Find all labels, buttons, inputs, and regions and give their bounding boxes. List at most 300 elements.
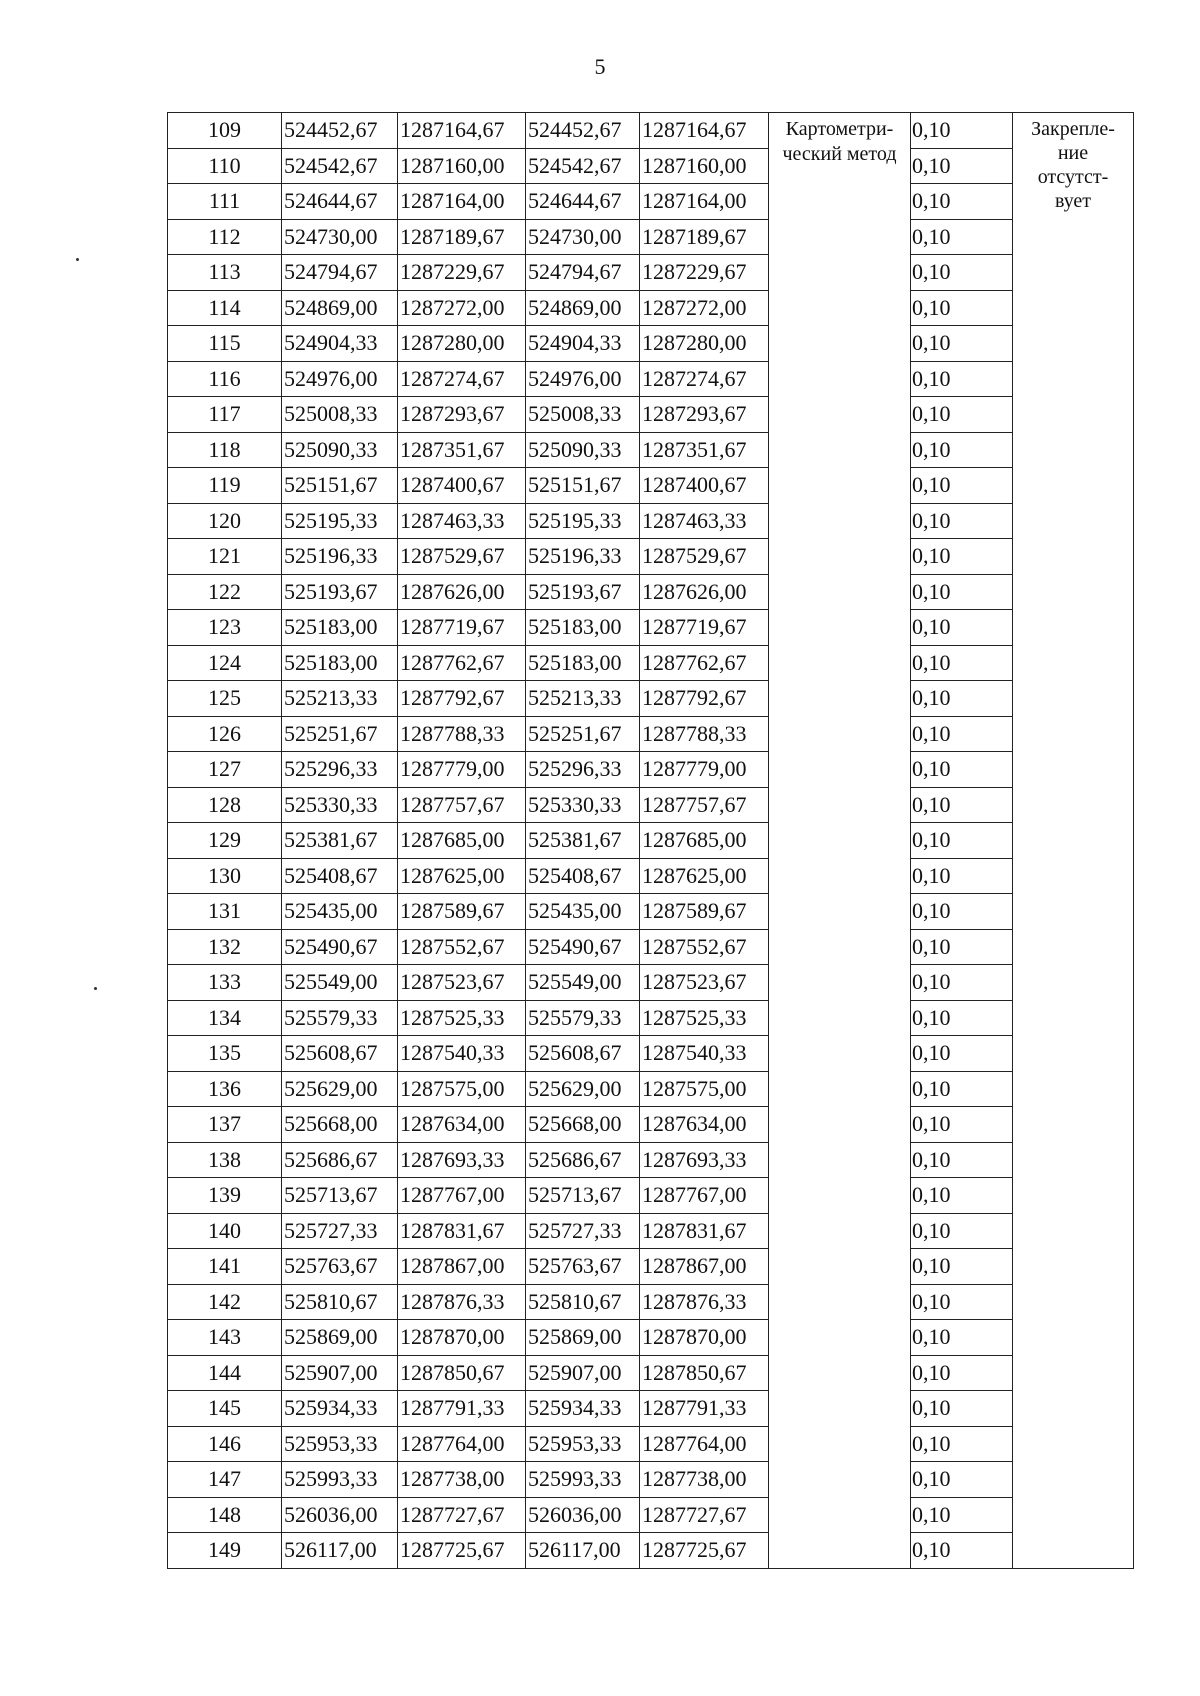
x-new-cell: 525579,33 <box>526 1000 640 1036</box>
table-row <box>168 503 1134 539</box>
table-row <box>168 1178 1134 1214</box>
accuracy-cell: 0,10 <box>911 1533 1013 1569</box>
accuracy-cell: 0,10 <box>911 503 1013 539</box>
point-number-cell: 148 <box>168 1497 282 1533</box>
y-new-cell: 1287850,67 <box>640 1355 769 1391</box>
x-existing-cell: 525907,00 <box>282 1355 398 1391</box>
x-existing-cell: 525330,33 <box>282 787 398 823</box>
x-existing-cell: 525090,33 <box>282 432 398 468</box>
x-new-cell: 525151,67 <box>526 468 640 504</box>
x-existing-cell: 525408,67 <box>282 858 398 894</box>
x-new-cell: 525408,67 <box>526 858 640 894</box>
x-existing-cell: 525381,67 <box>282 823 398 859</box>
y-existing-cell: 1287764,00 <box>398 1426 526 1462</box>
accuracy-cell: 0,10 <box>911 361 1013 397</box>
table-row <box>168 1355 1134 1391</box>
accuracy-cell: 0,10 <box>911 468 1013 504</box>
x-new-cell: 525213,33 <box>526 681 640 717</box>
point-number-cell: 137 <box>168 1107 282 1143</box>
accuracy-cell: 0,10 <box>911 1462 1013 1498</box>
y-existing-cell: 1287727,67 <box>398 1497 526 1533</box>
y-existing-cell: 1287529,67 <box>398 539 526 575</box>
x-new-cell: 525183,00 <box>526 645 640 681</box>
x-existing-cell: 525993,33 <box>282 1462 398 1498</box>
x-existing-cell: 524452,67 <box>282 113 398 149</box>
accuracy-cell: 0,10 <box>911 1142 1013 1178</box>
x-new-cell: 525183,00 <box>526 610 640 646</box>
x-existing-cell: 525953,33 <box>282 1426 398 1462</box>
table-row <box>168 326 1134 362</box>
y-existing-cell: 1287850,67 <box>398 1355 526 1391</box>
y-new-cell: 1287575,00 <box>640 1071 769 1107</box>
fixing-cell <box>1013 113 1134 1569</box>
point-number-cell: 149 <box>168 1533 282 1569</box>
x-existing-cell: 524730,00 <box>282 219 398 255</box>
point-number-cell: 112 <box>168 219 282 255</box>
x-existing-cell: 525763,67 <box>282 1249 398 1285</box>
table-row <box>168 1284 1134 1320</box>
x-existing-cell: 525668,00 <box>282 1107 398 1143</box>
x-existing-cell: 525296,33 <box>282 752 398 788</box>
point-number-cell: 132 <box>168 929 282 965</box>
accuracy-cell: 0,10 <box>911 1284 1013 1320</box>
y-existing-cell: 1287575,00 <box>398 1071 526 1107</box>
y-new-cell: 1287867,00 <box>640 1249 769 1285</box>
fixing-line2: ние <box>1057 142 1089 164</box>
y-existing-cell: 1287272,00 <box>398 290 526 326</box>
x-new-cell: 526036,00 <box>526 1497 640 1533</box>
accuracy-cell: 0,10 <box>911 1249 1013 1285</box>
point-number-cell: 123 <box>168 610 282 646</box>
table-row <box>168 1497 1134 1533</box>
x-existing-cell: 524869,00 <box>282 290 398 326</box>
x-new-cell: 526117,00 <box>526 1533 640 1569</box>
table-row <box>168 752 1134 788</box>
table-row <box>168 1071 1134 1107</box>
y-existing-cell: 1287400,67 <box>398 468 526 504</box>
table-row <box>168 1213 1134 1249</box>
point-number-cell: 120 <box>168 503 282 539</box>
accuracy-cell: 0,10 <box>911 645 1013 681</box>
accuracy-cell: 0,10 <box>911 1036 1013 1072</box>
y-new-cell: 1287876,33 <box>640 1284 769 1320</box>
x-existing-cell: 525193,67 <box>282 574 398 610</box>
y-existing-cell: 1287767,00 <box>398 1178 526 1214</box>
table-row <box>168 468 1134 504</box>
x-new-cell: 524452,67 <box>526 113 640 149</box>
x-existing-cell: 525196,33 <box>282 539 398 575</box>
table-row <box>168 290 1134 326</box>
x-existing-cell: 525490,67 <box>282 929 398 965</box>
point-number-cell: 111 <box>168 184 282 220</box>
y-existing-cell: 1287525,33 <box>398 1000 526 1036</box>
method-label-line1: Картометри- <box>785 118 894 140</box>
point-number-cell: 114 <box>168 290 282 326</box>
table-body <box>168 113 1134 1569</box>
page-number: 5 <box>594 54 606 79</box>
x-existing-cell: 524644,67 <box>282 184 398 220</box>
table-row <box>168 965 1134 1001</box>
table-row <box>168 1036 1134 1072</box>
point-number-cell: 124 <box>168 645 282 681</box>
accuracy-cell: 0,10 <box>911 1497 1013 1533</box>
x-existing-cell: 526117,00 <box>282 1533 398 1569</box>
y-existing-cell: 1287779,00 <box>398 752 526 788</box>
point-number-cell: 118 <box>168 432 282 468</box>
table-row <box>168 1320 1134 1356</box>
y-existing-cell: 1287738,00 <box>398 1462 526 1498</box>
table-row <box>168 1391 1134 1427</box>
y-new-cell: 1287870,00 <box>640 1320 769 1356</box>
y-new-cell: 1287779,00 <box>640 752 769 788</box>
y-new-cell: 1287757,67 <box>640 787 769 823</box>
x-new-cell: 525296,33 <box>526 752 640 788</box>
x-existing-cell: 525151,67 <box>282 468 398 504</box>
y-new-cell: 1287791,33 <box>640 1391 769 1427</box>
table-row <box>168 255 1134 291</box>
coordinates-table <box>167 112 1134 1569</box>
point-number-cell: 139 <box>168 1178 282 1214</box>
x-new-cell: 525763,67 <box>526 1249 640 1285</box>
accuracy-cell: 0,10 <box>911 219 1013 255</box>
y-new-cell: 1287189,67 <box>640 219 769 255</box>
table-row <box>168 858 1134 894</box>
y-new-cell: 1287164,67 <box>640 113 769 149</box>
y-new-cell: 1287792,67 <box>640 681 769 717</box>
accuracy-cell: 0,10 <box>911 1391 1013 1427</box>
point-number-cell: 130 <box>168 858 282 894</box>
x-existing-cell: 525195,33 <box>282 503 398 539</box>
point-number-cell: 127 <box>168 752 282 788</box>
accuracy-cell: 0,10 <box>911 752 1013 788</box>
y-existing-cell: 1287552,67 <box>398 929 526 965</box>
table-row <box>168 219 1134 255</box>
x-new-cell: 524904,33 <box>526 326 640 362</box>
fixing-line3: отсутст- <box>1037 166 1109 188</box>
y-new-cell: 1287525,33 <box>640 1000 769 1036</box>
x-existing-cell: 525608,67 <box>282 1036 398 1072</box>
point-number-cell: 147 <box>168 1462 282 1498</box>
point-number-cell: 140 <box>168 1213 282 1249</box>
x-existing-cell: 524976,00 <box>282 361 398 397</box>
table-row <box>168 1426 1134 1462</box>
y-existing-cell: 1287791,33 <box>398 1391 526 1427</box>
table-row <box>168 1533 1134 1569</box>
y-new-cell: 1287552,67 <box>640 929 769 965</box>
y-existing-cell: 1287831,67 <box>398 1213 526 1249</box>
y-new-cell: 1287229,67 <box>640 255 769 291</box>
x-new-cell: 524869,00 <box>526 290 640 326</box>
x-new-cell: 525330,33 <box>526 787 640 823</box>
point-number-cell: 138 <box>168 1142 282 1178</box>
x-new-cell: 525869,00 <box>526 1320 640 1356</box>
point-number-cell: 144 <box>168 1355 282 1391</box>
x-new-cell: 525195,33 <box>526 503 640 539</box>
point-number-cell: 129 <box>168 823 282 859</box>
y-new-cell: 1287788,33 <box>640 716 769 752</box>
scan-speck <box>76 258 79 261</box>
x-new-cell: 525668,00 <box>526 1107 640 1143</box>
y-new-cell: 1287634,00 <box>640 1107 769 1143</box>
x-existing-cell: 524904,33 <box>282 326 398 362</box>
y-new-cell: 1287463,33 <box>640 503 769 539</box>
accuracy-cell: 0,10 <box>911 255 1013 291</box>
y-existing-cell: 1287870,00 <box>398 1320 526 1356</box>
x-new-cell: 524542,67 <box>526 148 640 184</box>
accuracy-cell: 0,10 <box>911 716 1013 752</box>
x-new-cell: 525686,67 <box>526 1142 640 1178</box>
accuracy-cell: 0,10 <box>911 148 1013 184</box>
accuracy-cell: 0,10 <box>911 113 1013 149</box>
table-row <box>168 645 1134 681</box>
x-new-cell: 525193,67 <box>526 574 640 610</box>
x-existing-cell: 525549,00 <box>282 965 398 1001</box>
y-existing-cell: 1287625,00 <box>398 858 526 894</box>
y-existing-cell: 1287351,67 <box>398 432 526 468</box>
y-existing-cell: 1287634,00 <box>398 1107 526 1143</box>
y-existing-cell: 1287160,00 <box>398 148 526 184</box>
x-new-cell: 525251,67 <box>526 716 640 752</box>
x-new-cell: 524644,67 <box>526 184 640 220</box>
accuracy-cell: 0,10 <box>911 184 1013 220</box>
accuracy-cell: 0,10 <box>911 965 1013 1001</box>
x-new-cell: 525549,00 <box>526 965 640 1001</box>
accuracy-cell: 0,10 <box>911 1000 1013 1036</box>
point-number-cell: 117 <box>168 397 282 433</box>
y-existing-cell: 1287280,00 <box>398 326 526 362</box>
method-cell <box>769 113 911 1569</box>
accuracy-cell: 0,10 <box>911 1320 1013 1356</box>
x-existing-cell: 525727,33 <box>282 1213 398 1249</box>
x-new-cell: 525993,33 <box>526 1462 640 1498</box>
y-existing-cell: 1287164,00 <box>398 184 526 220</box>
x-existing-cell: 525934,33 <box>282 1391 398 1427</box>
point-number-cell: 133 <box>168 965 282 1001</box>
accuracy-cell: 0,10 <box>911 681 1013 717</box>
accuracy-cell: 0,10 <box>911 1355 1013 1391</box>
y-existing-cell: 1287274,67 <box>398 361 526 397</box>
table-row <box>168 361 1134 397</box>
x-existing-cell: 525008,33 <box>282 397 398 433</box>
y-existing-cell: 1287626,00 <box>398 574 526 610</box>
y-new-cell: 1287764,00 <box>640 1426 769 1462</box>
y-new-cell: 1287293,67 <box>640 397 769 433</box>
x-new-cell: 525090,33 <box>526 432 640 468</box>
point-number-cell: 109 <box>168 113 282 149</box>
x-new-cell: 525008,33 <box>526 397 640 433</box>
point-number-cell: 115 <box>168 326 282 362</box>
y-existing-cell: 1287293,67 <box>398 397 526 433</box>
x-new-cell: 525810,67 <box>526 1284 640 1320</box>
point-number-cell: 113 <box>168 255 282 291</box>
y-new-cell: 1287693,33 <box>640 1142 769 1178</box>
y-new-cell: 1287274,67 <box>640 361 769 397</box>
y-existing-cell: 1287685,00 <box>398 823 526 859</box>
y-existing-cell: 1287719,67 <box>398 610 526 646</box>
table-row <box>168 823 1134 859</box>
y-new-cell: 1287831,67 <box>640 1213 769 1249</box>
accuracy-cell: 0,10 <box>911 1213 1013 1249</box>
table-row <box>168 113 1134 149</box>
x-existing-cell: 525629,00 <box>282 1071 398 1107</box>
x-new-cell: 525608,67 <box>526 1036 640 1072</box>
y-existing-cell: 1287762,67 <box>398 645 526 681</box>
x-existing-cell: 525869,00 <box>282 1320 398 1356</box>
y-new-cell: 1287685,00 <box>640 823 769 859</box>
y-new-cell: 1287160,00 <box>640 148 769 184</box>
table-row <box>168 184 1134 220</box>
x-new-cell: 525713,67 <box>526 1178 640 1214</box>
point-number-cell: 136 <box>168 1071 282 1107</box>
table-row <box>168 1462 1134 1498</box>
x-existing-cell: 525435,00 <box>282 894 398 930</box>
point-number-cell: 135 <box>168 1036 282 1072</box>
point-number-cell: 121 <box>168 539 282 575</box>
point-number-cell: 141 <box>168 1249 282 1285</box>
y-new-cell: 1287540,33 <box>640 1036 769 1072</box>
y-new-cell: 1287626,00 <box>640 574 769 610</box>
accuracy-cell: 0,10 <box>911 432 1013 468</box>
x-new-cell: 524976,00 <box>526 361 640 397</box>
y-new-cell: 1287164,00 <box>640 184 769 220</box>
x-new-cell: 525490,67 <box>526 929 640 965</box>
accuracy-cell: 0,10 <box>911 1107 1013 1143</box>
table-row <box>168 148 1134 184</box>
y-existing-cell: 1287164,67 <box>398 113 526 149</box>
table-row <box>168 432 1134 468</box>
x-new-cell: 525381,67 <box>526 823 640 859</box>
y-existing-cell: 1287876,33 <box>398 1284 526 1320</box>
table-row <box>168 1249 1134 1285</box>
accuracy-cell: 0,10 <box>911 539 1013 575</box>
y-existing-cell: 1287540,33 <box>398 1036 526 1072</box>
y-new-cell: 1287767,00 <box>640 1178 769 1214</box>
accuracy-cell: 0,10 <box>911 787 1013 823</box>
accuracy-cell: 0,10 <box>911 610 1013 646</box>
y-existing-cell: 1287792,67 <box>398 681 526 717</box>
y-existing-cell: 1287589,67 <box>398 894 526 930</box>
x-new-cell: 525629,00 <box>526 1071 640 1107</box>
x-new-cell: 524794,67 <box>526 255 640 291</box>
scan-speck <box>94 987 97 990</box>
x-new-cell: 525934,33 <box>526 1391 640 1427</box>
x-existing-cell: 525183,00 <box>282 610 398 646</box>
x-existing-cell: 526036,00 <box>282 1497 398 1533</box>
point-number-cell: 145 <box>168 1391 282 1427</box>
accuracy-cell: 0,10 <box>911 1071 1013 1107</box>
accuracy-cell: 0,10 <box>911 929 1013 965</box>
point-number-cell: 110 <box>168 148 282 184</box>
y-new-cell: 1287280,00 <box>640 326 769 362</box>
point-number-cell: 134 <box>168 1000 282 1036</box>
point-number-cell: 131 <box>168 894 282 930</box>
y-new-cell: 1287589,67 <box>640 894 769 930</box>
y-existing-cell: 1287463,33 <box>398 503 526 539</box>
point-number-cell: 142 <box>168 1284 282 1320</box>
y-new-cell: 1287738,00 <box>640 1462 769 1498</box>
point-number-cell: 128 <box>168 787 282 823</box>
accuracy-cell: 0,10 <box>911 1426 1013 1462</box>
accuracy-cell: 0,10 <box>911 397 1013 433</box>
y-new-cell: 1287727,67 <box>640 1497 769 1533</box>
accuracy-cell: 0,10 <box>911 1178 1013 1214</box>
x-new-cell: 525196,33 <box>526 539 640 575</box>
accuracy-cell: 0,10 <box>911 894 1013 930</box>
point-number-cell: 125 <box>168 681 282 717</box>
accuracy-cell: 0,10 <box>911 326 1013 362</box>
accuracy-cell: 0,10 <box>911 574 1013 610</box>
y-new-cell: 1287351,67 <box>640 432 769 468</box>
y-new-cell: 1287719,67 <box>640 610 769 646</box>
point-number-cell: 126 <box>168 716 282 752</box>
y-new-cell: 1287523,67 <box>640 965 769 1001</box>
table-row <box>168 539 1134 575</box>
y-existing-cell: 1287189,67 <box>398 219 526 255</box>
x-existing-cell: 525251,67 <box>282 716 398 752</box>
table-row <box>168 929 1134 965</box>
x-existing-cell: 525686,67 <box>282 1142 398 1178</box>
fixing-line1: Закрепле- <box>1031 118 1115 140</box>
fixing-line4: вует <box>1054 190 1092 212</box>
table-row <box>168 1107 1134 1143</box>
point-number-cell: 143 <box>168 1320 282 1356</box>
method-label-line2: ческий метод <box>782 143 897 165</box>
x-existing-cell: 525213,33 <box>282 681 398 717</box>
y-new-cell: 1287400,67 <box>640 468 769 504</box>
y-existing-cell: 1287523,67 <box>398 965 526 1001</box>
table-row <box>168 894 1134 930</box>
y-new-cell: 1287625,00 <box>640 858 769 894</box>
x-new-cell: 524730,00 <box>526 219 640 255</box>
y-new-cell: 1287272,00 <box>640 290 769 326</box>
y-existing-cell: 1287788,33 <box>398 716 526 752</box>
x-existing-cell: 525713,67 <box>282 1178 398 1214</box>
x-new-cell: 525435,00 <box>526 894 640 930</box>
y-existing-cell: 1287693,33 <box>398 1142 526 1178</box>
accuracy-cell: 0,10 <box>911 290 1013 326</box>
table-row <box>168 1142 1134 1178</box>
table-row <box>168 716 1134 752</box>
point-number-cell: 116 <box>168 361 282 397</box>
y-new-cell: 1287762,67 <box>640 645 769 681</box>
table-row <box>168 681 1134 717</box>
x-new-cell: 525907,00 <box>526 1355 640 1391</box>
point-number-cell: 122 <box>168 574 282 610</box>
x-new-cell: 525727,33 <box>526 1213 640 1249</box>
y-existing-cell: 1287725,67 <box>398 1533 526 1569</box>
point-number-cell: 146 <box>168 1426 282 1462</box>
y-new-cell: 1287725,67 <box>640 1533 769 1569</box>
table-row <box>168 397 1134 433</box>
x-existing-cell: 525810,67 <box>282 1284 398 1320</box>
table-row <box>168 1000 1134 1036</box>
x-existing-cell: 524794,67 <box>282 255 398 291</box>
table-row <box>168 574 1134 610</box>
accuracy-cell: 0,10 <box>911 823 1013 859</box>
x-existing-cell: 524542,67 <box>282 148 398 184</box>
x-new-cell: 525953,33 <box>526 1426 640 1462</box>
x-existing-cell: 525579,33 <box>282 1000 398 1036</box>
y-existing-cell: 1287229,67 <box>398 255 526 291</box>
y-new-cell: 1287529,67 <box>640 539 769 575</box>
x-existing-cell: 525183,00 <box>282 645 398 681</box>
accuracy-cell: 0,10 <box>911 858 1013 894</box>
table-row <box>168 787 1134 823</box>
table-row <box>168 610 1134 646</box>
y-existing-cell: 1287757,67 <box>398 787 526 823</box>
point-number-cell: 119 <box>168 468 282 504</box>
y-existing-cell: 1287867,00 <box>398 1249 526 1285</box>
